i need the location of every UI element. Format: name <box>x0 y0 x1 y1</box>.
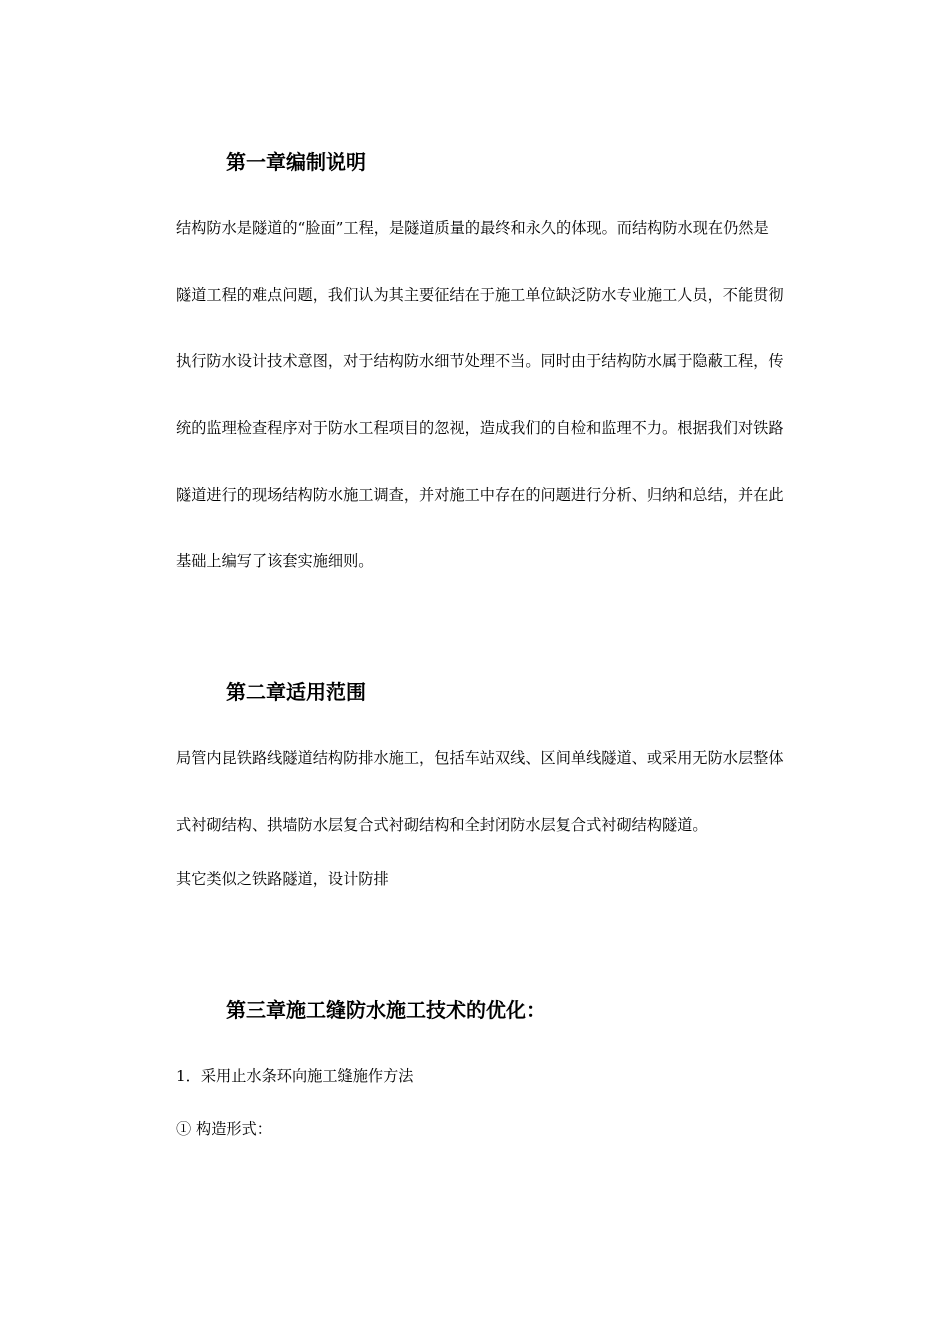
chapter-3-title: 第三章施工缝防水施工技术的优化： <box>226 998 546 1022</box>
chapter-1-line: 隧道进行的现场结构防水施工调查，并对施工中存在的问题进行分析、归纳和总结，并在此 <box>176 486 784 504</box>
chapter-1-line: 执行防水设计技术意图，对于结构防水细节处理不当。同时由于结构防水属于隐蔽工程，传 <box>176 352 784 370</box>
chapter-1-line: 统的监理检查程序对于防水工程项目的忽视，造成我们的自检和监理不力。根据我们对铁路 <box>176 419 784 437</box>
chapter-2-line: 式衬砌结构、拱墙防水层复合式衬砌结构和全封闭防水层复合式衬砌结构隧道。 <box>176 816 708 834</box>
chapter-1-title: 第一章编制说明 <box>226 150 366 174</box>
chapter-3-line: ① 构造形式： <box>176 1120 272 1138</box>
chapter-2-title: 第二章适用范围 <box>226 680 366 704</box>
chapter-1-line: 基础上编写了该套实施细则。 <box>176 552 374 570</box>
chapter-1-line: 隧道工程的难点问题，我们认为其主要征结在于施工单位缺泛防水专业施工人员，不能贯彻 <box>176 286 784 304</box>
chapter-3-line: 1．采用止水条环向施工缝施作方法 <box>176 1067 414 1085</box>
chapter-2-line: 其它类似之铁路隧道，设计防排 <box>176 870 389 888</box>
chapter-1-line: 结构防水是隧道的“脸面”工程，是隧道质量的最终和永久的体现。而结构防水现在仍然是 <box>176 219 769 237</box>
chapter-2-line: 局管内昆铁路线隧道结构防排水施工，包括车站双线、区间单线隧道、或采用无防水层整体 <box>176 749 784 767</box>
